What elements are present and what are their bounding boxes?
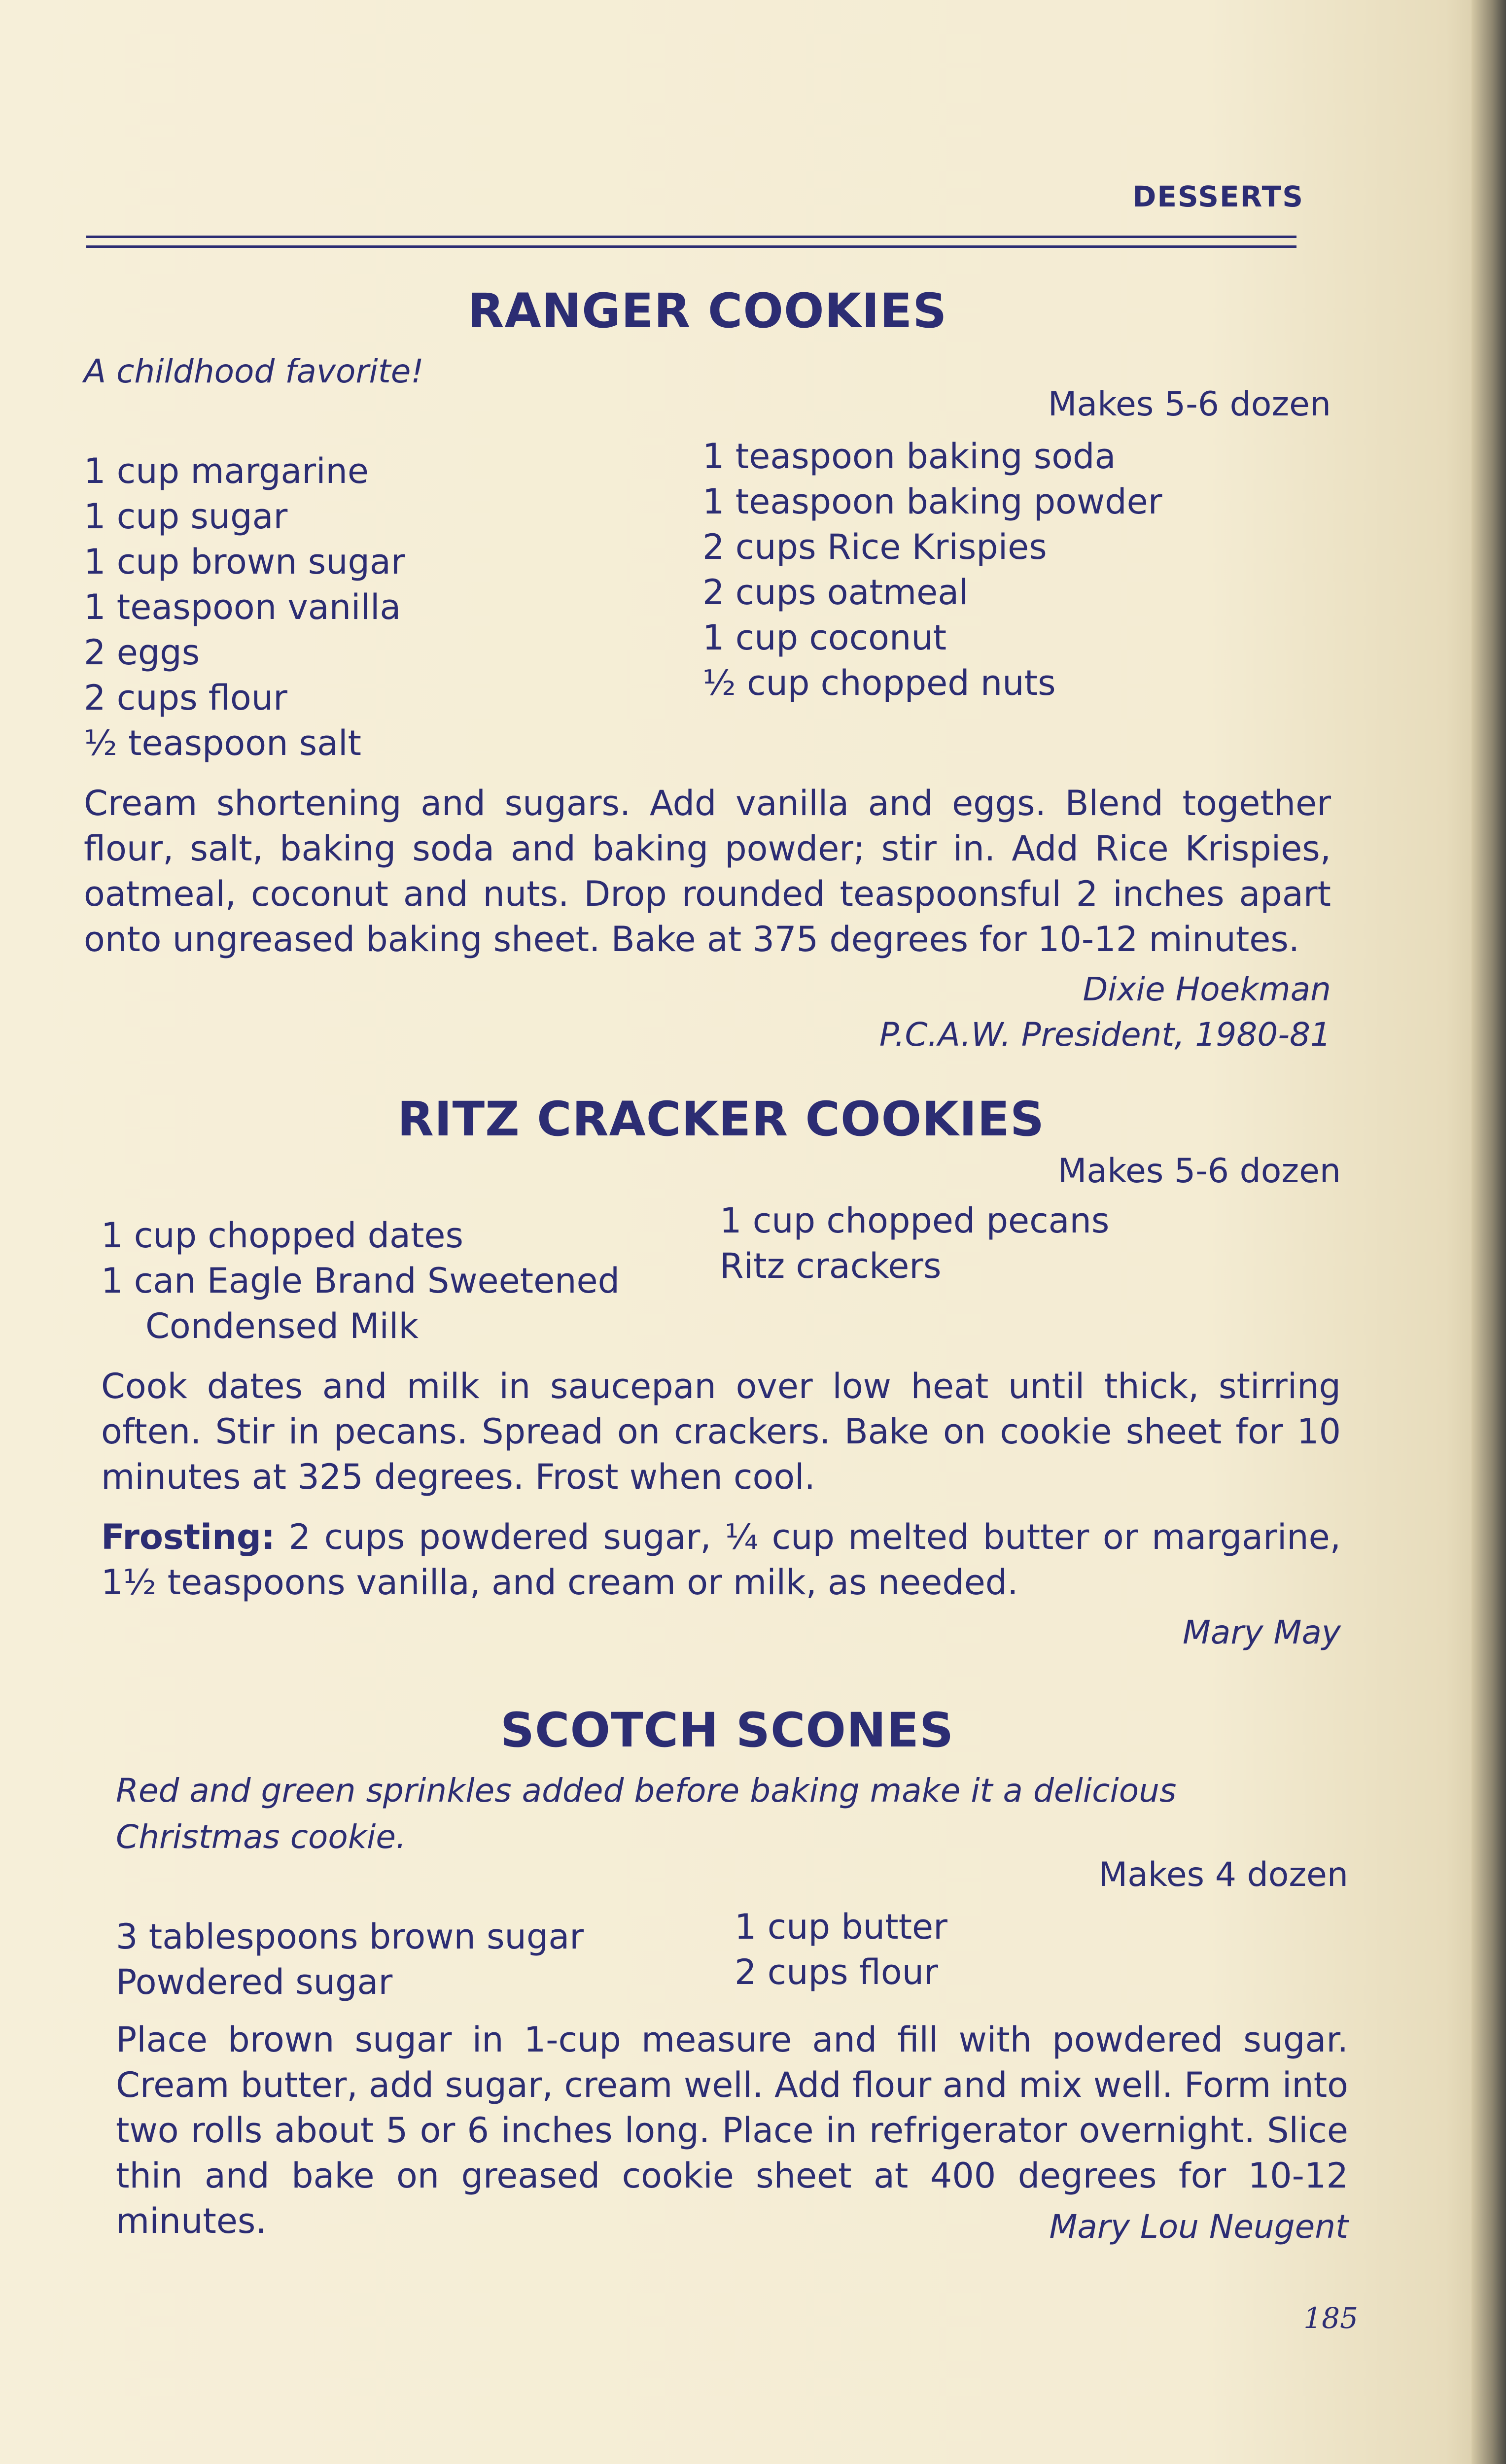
section-header: DESSERTS xyxy=(1132,180,1304,213)
ingredient: 1 cup margarine xyxy=(84,451,369,491)
ingredient: 2 cups flour xyxy=(84,678,287,718)
ingredient: 2 cups Rice Krispies xyxy=(702,527,1047,567)
recipe-credit-name: Dixie Hoekman xyxy=(1083,970,1331,1008)
ingredient: 1 teaspoon baking soda xyxy=(702,436,1116,477)
ingredient: 1 cup chopped dates xyxy=(101,1215,463,1256)
ingredient: Ritz crackers xyxy=(720,1246,942,1286)
ingredient: 1 teaspoon vanilla xyxy=(84,587,401,627)
recipe-credit-name: Mary Lou Neugent xyxy=(1049,2208,1348,2246)
recipe-yield: Makes 5-6 dozen xyxy=(1048,385,1331,424)
recipe-credit-title: P.C.A.W. President, 1980-81 xyxy=(879,1016,1331,1054)
ingredient: 2 cups oatmeal xyxy=(702,572,969,613)
recipe-ranger-cookies xyxy=(84,283,1331,1058)
ingredient: Powdered sugar xyxy=(116,1962,393,2002)
ingredient: 3 tablespoons brown sugar xyxy=(116,1916,584,1957)
recipe-yield: Makes 4 dozen xyxy=(1098,1855,1348,1894)
frosting-text: 2 cups powdered sugar, ¼ cup melted butter or margarine, 1½ teaspoons vanilla, and cream or milk, as needed. xyxy=(101,1517,1341,1603)
header-rule-bottom xyxy=(86,245,1296,248)
ingredient: ½ teaspoon salt xyxy=(84,723,361,763)
recipe-scotch-scones xyxy=(116,1703,1348,2250)
header-rule-top xyxy=(86,236,1296,238)
ingredient: Condensed Milk xyxy=(145,1306,419,1346)
ingredient-columns xyxy=(84,434,1331,766)
ingredients-right xyxy=(720,1198,1109,1349)
ingredients-left xyxy=(84,448,702,766)
ingredients-left xyxy=(116,1914,735,2005)
ingredient: 2 eggs xyxy=(84,632,200,673)
ingredient: 1 cup butter xyxy=(735,1907,947,1947)
recipe-intro: A childhood favorite! xyxy=(84,352,424,390)
recipe-method: Cook dates and milk in saucepan over low heat until thick, stirring often. Stir in pecans. Spread on crackers. Bake on cookie sheet for 10 minutes at 325 degrees. Frost when cool. xyxy=(101,1366,1341,1497)
ingredient: 1 can Eagle Brand Sweetened xyxy=(101,1261,620,1301)
ingredient: 1 cup sugar xyxy=(84,496,288,537)
recipe-title: RITZ CRACKER COOKIES xyxy=(397,1092,1045,1147)
recipe-title: RANGER COOKIES xyxy=(467,283,947,339)
frosting-instructions xyxy=(101,1514,1341,1605)
ingredient: 2 cups flour xyxy=(735,1952,938,1992)
recipe-method: Place brown sugar in 1-cup measure and fill with powdered sugar. Cream butter, add sugar, cream well. Add flour and mix well. Form into two rolls about 5 or 6 inches long. Place in refrigerator overnight. Slice thin and bake on greased cookie sheet at 400 degrees for 10-12 minutes. xyxy=(116,2019,1348,2241)
ingredients-right xyxy=(735,1904,947,2005)
ingredient-columns xyxy=(116,1904,1348,2005)
ingredient: ½ cup chopped nuts xyxy=(702,663,1056,703)
ingredient: 1 cup coconut xyxy=(702,617,947,658)
ingredients-right xyxy=(702,434,1162,766)
ingredient-columns xyxy=(101,1198,1341,1349)
recipe-ritz-cracker-cookies xyxy=(101,1092,1341,1655)
recipe-credit-name: Mary May xyxy=(1182,1613,1341,1651)
recipe-intro: Red and green sprinkles added before baking make it a delicious Christmas cookie. xyxy=(116,1772,1177,1856)
recipe-method: Cream shortening and sugars. Add vanilla and eggs. Blend together flour, salt, baking soda and baking powder; stir in. Add Rice Krispies, oatmeal, coconut and nuts. Drop rounded teaspoonsful 2 inches apart onto ungreased baking sheet. Bake at 375 degrees for 10-12 minutes. xyxy=(84,783,1331,959)
ingredient: 1 cup chopped pecans xyxy=(720,1200,1110,1241)
frosting-label: Frosting: xyxy=(101,1517,276,1557)
ingredient: 1 teaspoon baking powder xyxy=(702,481,1162,522)
ingredient: 1 cup brown sugar xyxy=(84,542,405,582)
page-number: 185 xyxy=(1303,2301,1358,2335)
book-spine xyxy=(1471,0,1506,2464)
recipe-title: SCOTCH SCONES xyxy=(500,1703,954,1758)
ingredients-left xyxy=(101,1213,720,1349)
recipe-yield: Makes 5-6 dozen xyxy=(1057,1152,1341,1191)
